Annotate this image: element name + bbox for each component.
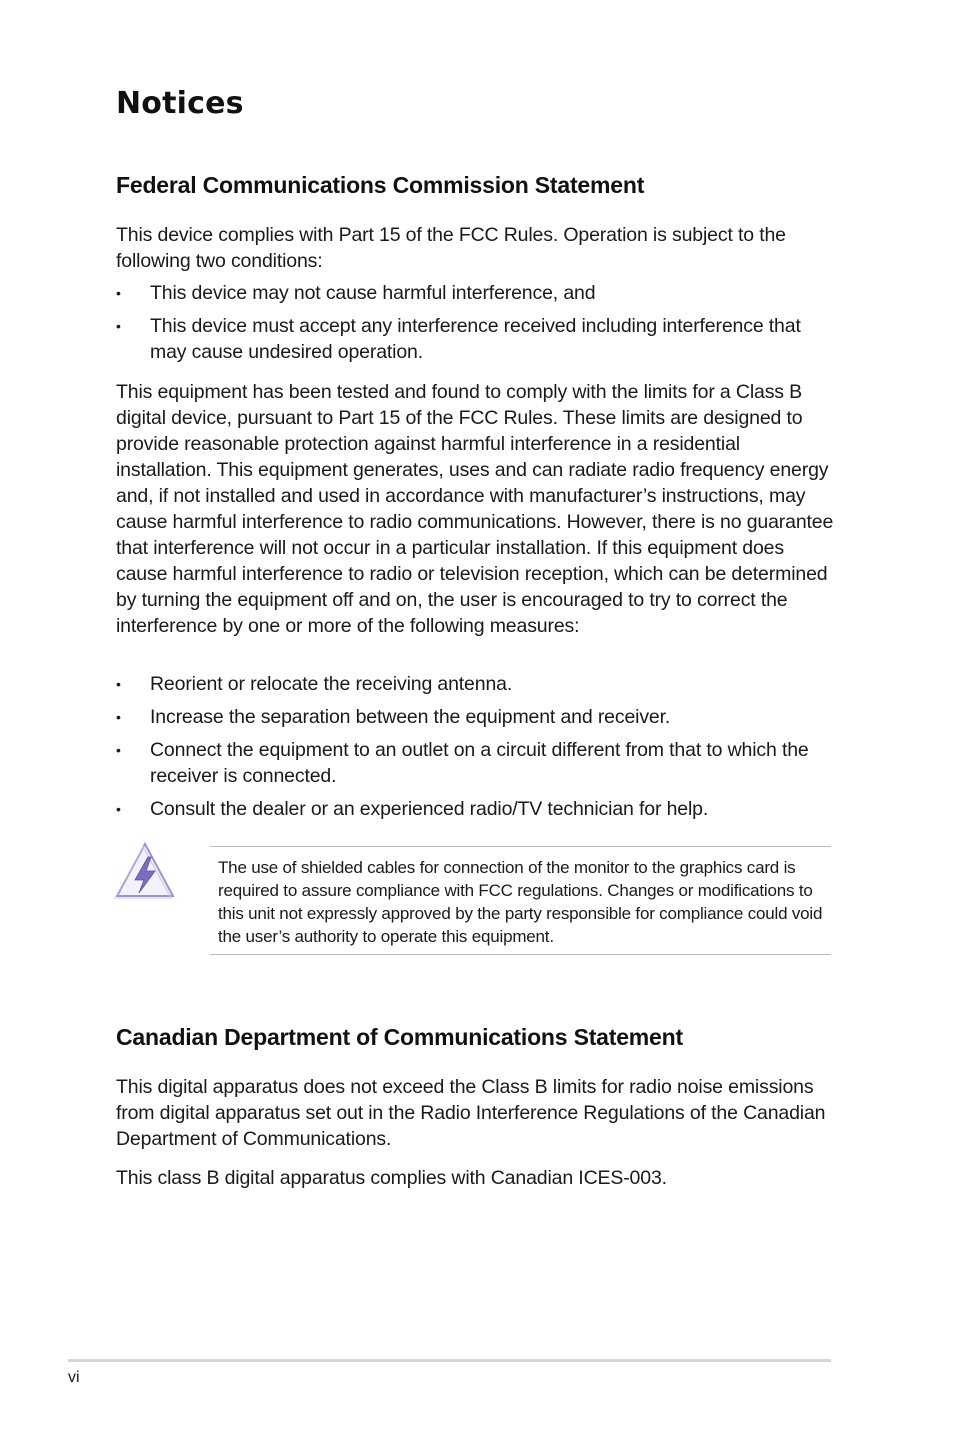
bullet-glyph: • <box>116 709 121 725</box>
measure-text: Reorient or relocate the receiving antenna. <box>150 673 513 695</box>
footer-divider <box>68 1359 831 1362</box>
list-item <box>116 796 836 822</box>
fcc-conditions-list <box>116 280 836 372</box>
bullet-glyph: • <box>116 285 121 301</box>
bullet-glyph: • <box>116 801 121 817</box>
fcc-heading: Federal Communications Commission Statement <box>116 172 645 198</box>
fcc-note-box <box>210 846 831 955</box>
list-item <box>116 737 836 789</box>
bullet-glyph: • <box>116 742 121 758</box>
bullet-glyph: • <box>116 676 121 692</box>
measure-text: Increase the separation between the equipment and receiver. <box>150 706 671 728</box>
list-item <box>116 313 836 365</box>
fcc-measures-list <box>116 671 836 829</box>
list-item <box>116 280 836 306</box>
canada-para-1: This digital apparatus does not exceed the Class B limits for radio noise emissions from digital apparatus set out in the Radio Interference Regulations of the Canadian Department of Communications. <box>116 1076 826 1150</box>
canada-heading: Canadian Department of Communications Statement <box>116 1024 683 1050</box>
fcc-intro: This device complies with Part 15 of the FCC Rules. Operation is subject to the following two conditions: <box>116 224 786 272</box>
condition-text: This device must accept any interference received including interference that may cause undesired operation. <box>150 315 801 363</box>
measure-text: Consult the dealer or an experienced radio/TV technician for help. <box>150 798 709 820</box>
canada-para-2: This class B digital apparatus complies with Canadian ICES-003. <box>116 1167 667 1189</box>
fcc-body: This equipment has been tested and found to comply with the limits for a Class B digital device, pursuant to Part 15 of the FCC Rules. These limits are designed to provide reasonable protection against harmful interference in a residential installation. This equipment generates, uses and can radiate radio frequency energy and, if not installed and used in accordance with manufacturer’s instructions, may cause harmful interference to radio communications. However, there is no guarantee that interference will not occur in a particular installation. If this equipment does cause harmful interference to radio or television reception, which can be determined by turning the equipment off and on, the user is encouraged to try to correct the interference by one or more of the following measures: <box>116 381 834 637</box>
fcc-note-text: The use of shielded cables for connection of the monitor to the graphics card is required to assure compliance with FCC regulations. Changes or modifications to this unit not expressly approved by the party responsible for compliance could void the user’s authority to operate this equipment. <box>218 858 823 946</box>
warning-lightning-icon <box>113 840 177 900</box>
page-number: vi <box>68 1369 80 1386</box>
list-item <box>116 671 836 697</box>
bullet-glyph: • <box>116 318 121 334</box>
measure-text: Connect the equipment to an outlet on a circuit different from that to which the receiver is connected. <box>150 739 809 787</box>
page-title: Notices <box>116 86 244 121</box>
condition-text: This device may not cause harmful interference, and <box>150 282 596 304</box>
list-item <box>116 704 836 730</box>
